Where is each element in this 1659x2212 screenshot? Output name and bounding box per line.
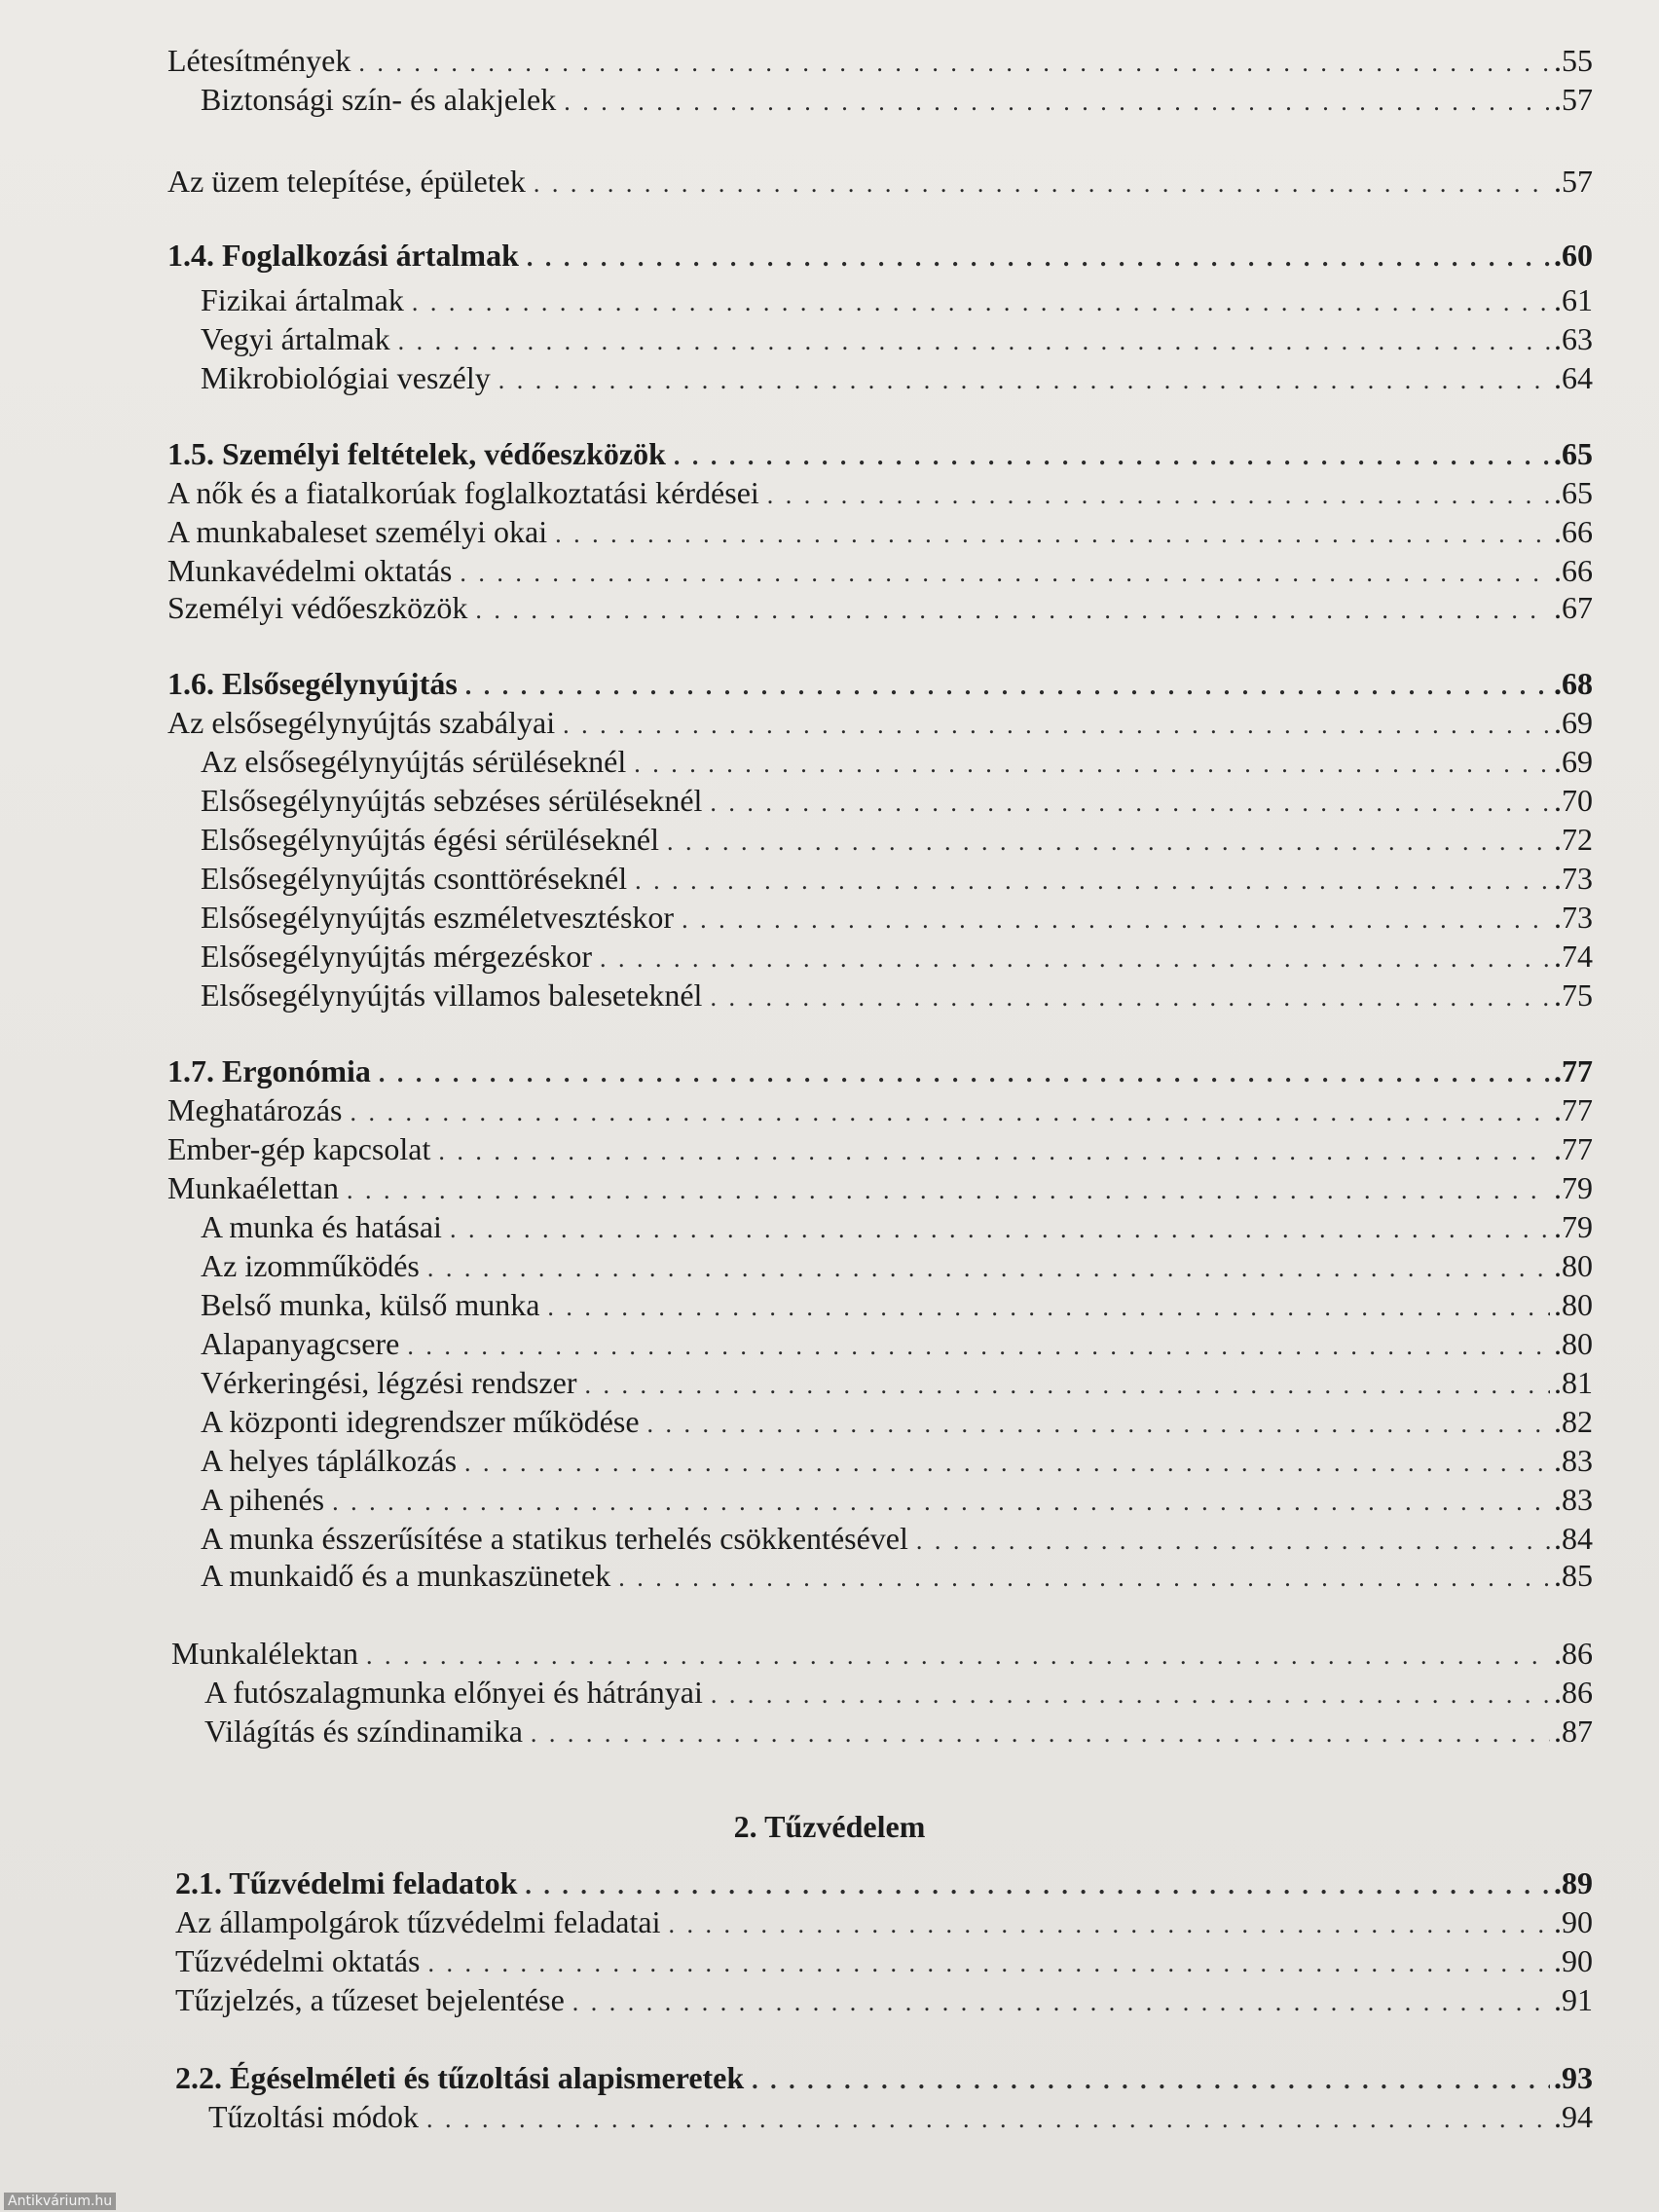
toc-entry [201,859,1593,898]
toc-entry-page: .73 [1554,861,1593,896]
toc-entry-page: .90 [1554,1904,1593,1939]
toc-entry-title: Biztonsági szín- és alakjelek [201,82,557,117]
toc-section-heading [167,434,1593,473]
toc-entry-title: Elsősegélynyújtás csonttöréseknél [201,861,628,896]
toc-entry [201,1363,1593,1402]
toc-entry-page: .69 [1554,705,1593,740]
toc-section-heading [167,236,1593,275]
toc-entry [175,1941,1593,1980]
toc-entry-page: .55 [1554,43,1593,78]
toc-entry-title: Elsősegélynyújtás sebzéses sérüléseknél [201,783,703,818]
toc-entry [167,473,1593,512]
toc-entry [201,1519,1593,1558]
toc-entry [201,898,1593,937]
toc-entry-title: Fizikai ártalmak [201,282,404,317]
toc-entry [175,1980,1593,2019]
toc-entry-title: 1.4. Foglalkozási ártalmak [167,238,519,273]
toc-entry [201,358,1593,397]
toc-entry-page: .82 [1554,1404,1593,1439]
toc-entry [171,1634,1593,1673]
toc-entry-title: Létesítmények [167,43,351,78]
dot-leader [634,745,1550,784]
dot-leader [564,83,1550,122]
toc-entry-page: .80 [1554,1326,1593,1361]
toc-entry-page: .61 [1554,282,1593,317]
toc-section-heading [167,664,1593,703]
toc-entry-title: A helyes táplálkozás [201,1443,458,1478]
dot-leader [710,784,1550,823]
toc-entry-page: .65 [1554,475,1593,510]
toc-entry-title: Az izomműködés [201,1248,420,1283]
dot-leader [450,1210,1550,1249]
toc-entry [201,1441,1593,1480]
dot-leader [465,667,1550,706]
toc-entry-title: 2.1. Tűzvédelmi feladatok [175,1865,518,1900]
toc-entry-title: 1.5. Személyi feltételek, védőeszközök [167,436,666,471]
dot-leader [531,1714,1550,1753]
toc-entry-title: Alapanyagcsere [201,1326,400,1361]
toc-entry-title: A munka és hatásai [201,1209,442,1244]
toc-entry-page: .86 [1554,1636,1593,1671]
dot-leader [682,901,1550,940]
dot-leader [710,978,1550,1017]
toc-entry-title: Elsősegélynyújtás villamos baleseteknél [201,977,703,1013]
toc-entry-page: .60 [1554,238,1593,273]
toc-entry [201,1207,1593,1246]
dot-leader [498,361,1550,400]
dot-leader [475,591,1550,630]
dot-leader [555,515,1550,554]
dot-leader [635,862,1550,901]
toc-entry [201,1246,1593,1285]
toc-entry-page: .70 [1554,783,1593,818]
toc-entry-page: .57 [1554,164,1593,199]
dot-leader [647,1405,1550,1444]
toc-entry-page: .80 [1554,1248,1593,1283]
toc-entry [201,1324,1593,1363]
toc-entry-title: Az elsősegélynyújtás szabályai [167,705,556,740]
dot-leader [916,1522,1550,1561]
toc-entry-title: A pihenés [201,1482,325,1517]
dot-leader [407,1327,1550,1366]
toc-entry-page: .74 [1554,939,1593,974]
dot-leader [460,554,1550,593]
watermark: Antikvárium.hu [4,2193,116,2210]
dot-leader [527,239,1550,277]
dot-leader [752,2061,1550,2100]
dot-leader [547,1288,1550,1327]
dot-leader [618,1559,1550,1598]
toc-entry-page: .66 [1554,514,1593,549]
toc-entry-title: Ember-gép kapcsolat [167,1131,431,1166]
toc-entry [201,80,1593,119]
toc-entry-page: .75 [1554,977,1593,1013]
dot-leader [438,1132,1550,1171]
dot-leader [767,476,1550,515]
toc-entry-page: .85 [1554,1558,1593,1593]
toc-entry-page: .57 [1554,82,1593,117]
dot-leader [358,44,1550,83]
toc-entry-page: .79 [1554,1209,1593,1244]
dot-leader [674,437,1550,476]
toc-entry-page: .90 [1554,1943,1593,1978]
dot-leader [379,1054,1550,1093]
toc-entry [204,1673,1593,1712]
toc-entry-page: .94 [1554,2099,1593,2134]
toc-entry-page: .80 [1554,1287,1593,1322]
toc-entry-page: .86 [1554,1675,1593,1710]
toc-entry-page: .77 [1554,1131,1593,1166]
toc-entry-title: Munkavédelmi oktatás [167,553,453,588]
dot-leader [427,1944,1550,1983]
toc-entry [167,1090,1593,1129]
toc-entry [201,280,1593,319]
toc-entry-title: A központi idegrendszer működése [201,1404,640,1439]
toc-entry-title: Munkalélektan [171,1636,358,1671]
toc-entry [208,2097,1593,2136]
toc-entry-title: Elsősegélynyújtás eszméletvesztéskor [201,900,675,935]
toc-entry-page: .68 [1554,666,1593,701]
toc-entry [167,1129,1593,1168]
dot-leader [711,1676,1550,1714]
toc-entry [201,820,1593,859]
toc-entry-title: Vérkeringési, légzési rendszer [201,1365,577,1400]
toc-entry [167,588,1593,627]
toc-entry [167,162,1593,201]
toc-entry-title: Elsősegélynyújtás égési sérüléseknél [201,822,659,857]
dot-leader [668,1905,1550,1944]
toc-entry [201,1285,1593,1324]
toc-entry-page: .81 [1554,1365,1593,1400]
dot-leader [426,2100,1550,2139]
toc-entry-title: Tűzvédelmi oktatás [175,1943,421,1978]
dot-leader [350,1093,1550,1132]
toc-entry [167,551,1593,590]
dot-leader [398,322,1550,361]
toc-entry-page: .89 [1554,1865,1593,1900]
toc-entry-page: .72 [1554,822,1593,857]
toc-entry-title: Meghatározás [167,1092,343,1127]
toc-entry-title: Az üzem telepítése, épületek [167,164,526,199]
dot-leader [525,1866,1550,1905]
toc-entry-page: .77 [1554,1053,1593,1088]
toc-entry [201,319,1593,358]
dot-leader [412,283,1550,322]
toc-entry-page: .83 [1554,1443,1593,1478]
toc-entry-title: Mikrobiológiai veszély [201,360,491,395]
toc-section-heading [175,2058,1593,2097]
toc-entry-page: .84 [1554,1521,1593,1556]
toc-entry-title: A nők és a fiatalkorúak foglalkoztatási kérdései [167,475,759,510]
dot-leader [584,1366,1550,1405]
chapter-title: 2. Tűzvédelem [733,1809,926,1844]
toc-entry-title: A munkaidő és a munkaszünetek [201,1558,611,1593]
toc-entry-title: 1.6. Elsősegélynyújtás [167,666,458,701]
toc-entry-title: Személyi védőeszközök [167,590,468,625]
toc-entry [167,703,1593,742]
toc-entry-title: A munkabaleset személyi okai [167,514,548,549]
dot-leader [427,1249,1550,1288]
dot-leader [563,706,1550,745]
toc-entry-page: .83 [1554,1482,1593,1517]
toc-entry-page: .67 [1554,590,1593,625]
dot-leader [366,1637,1550,1676]
toc-entry-title: Az állampolgárok tűzvédelmi feladatai [175,1904,661,1939]
toc-entry-title: Belső munka, külső munka [201,1287,540,1322]
toc-section-heading [167,1051,1593,1090]
toc-entry-page: .65 [1554,436,1593,471]
toc-entry [201,1556,1593,1595]
toc-entry-page: .63 [1554,321,1593,356]
toc-entry-page: .79 [1554,1170,1593,1205]
toc-entry-title: Tűzoltási módok [208,2099,419,2134]
toc-entry-title: Tűzjelzés, a tűzeset bejelentése [175,1982,565,2017]
toc-entry-page: .64 [1554,360,1593,395]
dot-leader [332,1483,1550,1522]
toc-entry-title: 2.2. Égéselméleti és tűzoltási alapismeretek [175,2060,745,2095]
toc-entry [167,41,1593,80]
toc-entry [175,1902,1593,1941]
toc-entry-page: .87 [1554,1714,1593,1749]
dot-leader [464,1444,1550,1483]
toc-entry-page: .69 [1554,744,1593,779]
dot-leader [572,1983,1550,2022]
toc-entry [204,1712,1593,1751]
toc-entry-title: Az elsősegélynyújtás sérüléseknél [201,744,627,779]
toc-entry [201,1402,1593,1441]
toc-entry-title: Munkaélettan [167,1170,339,1205]
toc-entry [201,937,1593,976]
toc-entry-title: Elsősegélynyújtás mérgezéskor [201,939,592,974]
toc-entry [201,1480,1593,1519]
dot-leader [667,823,1550,862]
toc-entry [167,1168,1593,1207]
toc-entry-title: A munka ésszerűsítése a statikus terhelés csökkentésével [201,1521,908,1556]
dot-leader [347,1171,1550,1210]
toc-entry-title: 1.7. Ergonómia [167,1053,371,1088]
toc-entry [201,781,1593,820]
toc-entry-title: Vegyi ártalmak [201,321,390,356]
toc-entry [201,976,1593,1014]
toc-entry [201,742,1593,781]
toc-entry-title: Világítás és színdinamika [204,1714,523,1749]
toc-entry-page: .77 [1554,1092,1593,1127]
toc-section-heading [175,1863,1593,1902]
toc-entry-title: A futószalagmunka előnyei és hátrányai [204,1675,703,1710]
dot-leader [600,940,1550,978]
dot-leader [534,165,1550,203]
toc-entry-page: .93 [1554,2060,1593,2095]
toc-entry-page: .73 [1554,900,1593,935]
toc-entry-page: .66 [1554,553,1593,588]
toc-entry-page: .91 [1554,1982,1593,2017]
toc-entry [167,512,1593,551]
